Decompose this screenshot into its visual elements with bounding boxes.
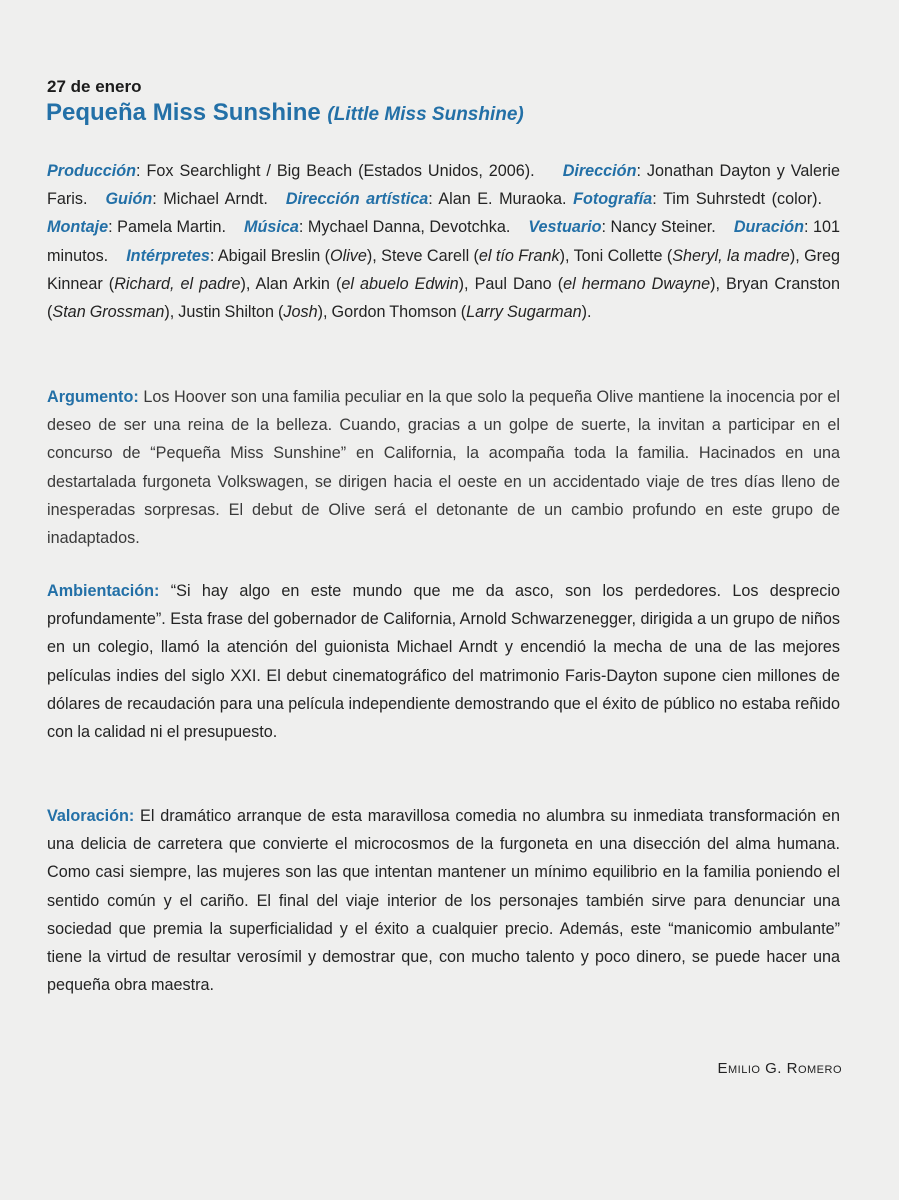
author-signature: Emilio G. Romero <box>717 1060 842 1077</box>
credit-value-duracion: : 101 minutos. <box>47 218 840 265</box>
cast-actor: Abigail Breslin <box>217 246 321 265</box>
credit-value-guion: : Michael Arndt. <box>152 190 268 209</box>
synopsis-text: Los Hoover son una familia peculiar en la que solo la pequeña Olive mantiene la inocencia por el deseo de ser una reina de la belleza. Cuando, gracias a un golpe de suerte, la invitan a participar en el concurso de “Pequeña Miss Sunshine” en California, la acompaña toda la familia. Hacinados en una destartalada furgoneta Volkswagen, se dirigen hacia el oeste en un accidentado viaje de tres días lleno de inesperadas sorpresas. El debut de Olive será el detonante de un cambio profundo en este grupo de inadaptados. <box>47 388 840 548</box>
film-title-spanish: Pequeña Miss Sunshine <box>46 99 321 126</box>
cast-role: el tío Frank <box>478 246 560 265</box>
background-text: “Si hay algo en este mundo que me da asco, son los perdedores. Los desprecio profundamente”. Esta frase del gobernador de California, Arnold Schwarzenegger, dirigida a un grupo de niños en un colegio, llamó la atención del guionista Michael Arndt y encendió la mecha de una de las mejores películas indies del siglo XXI. El debut cinematográfico del matrimonio Faris-Dayton supone cien millones de dólares de recaudación para una película independiente demostrando que el éxito de público no estaba reñido con la calidad ni el presupuesto. <box>47 582 840 742</box>
credit-label-produccion: Producción <box>47 162 137 180</box>
screening-date: 27 de enero <box>47 77 142 96</box>
credit-value-produccion: : Fox Searchlight / Big Beach (Estados Unidos, 2006). <box>136 162 535 180</box>
cast-actor: Steve Carell <box>381 246 470 265</box>
credit-label-direccion: Dirección <box>562 162 637 180</box>
cast-actor: Paul Dano <box>474 274 552 293</box>
film-title-original: (Little Miss Sunshine) <box>327 104 524 125</box>
cast-actor: Justin Shilton <box>178 303 275 322</box>
credit-value-vestuario: : Nancy Steiner. <box>601 218 716 237</box>
cast-role: Stan Grossman <box>52 303 165 322</box>
synopsis-paragraph <box>47 383 840 552</box>
credit-label-guion: Guión <box>105 190 153 209</box>
cast-role: el hermano Dwayne <box>563 274 711 293</box>
synopsis-label: Argumento: <box>47 388 139 406</box>
review-text: El dramático arranque de esta maravillosa comedia no alumbra su inmediata transformación en una delicia de carretera que convierte el microcosmos de la furgoneta en una disección del alma humana. Como casi siempre, las mujeres son las que intentan mantener un mínimo equilibrio en la familia poniendo el sentido común y el cariño. El final del viaje interior de los personajes también sirve para denunciar una sociedad que premia la superficialidad y el éxito a cualquier precio. Además, este “manicomio ambulante” tiene la virtud de resultar verosímil y demostrar que, con mucho talento y poco dinero, se puede hacer una pequeña obra maestra. <box>47 807 840 995</box>
review-paragraph <box>47 802 840 999</box>
cast-role: el abuelo Edwin <box>341 274 459 293</box>
credit-value-direccion: : Jonathan Dayton y Valerie Faris. <box>47 162 840 209</box>
cast-actor: Gordon Thomson <box>331 303 457 322</box>
credit-label-fotografia: Fotografía <box>573 190 653 209</box>
cast-actor: Greg Kinnear <box>47 246 841 293</box>
credit-label-vestuario: Vestuario <box>528 218 602 237</box>
credit-label-montaje: Montaje <box>47 218 109 237</box>
cast-actor: Toni Collette <box>573 246 663 265</box>
background-label: Ambientación: <box>47 582 160 600</box>
cast-actor: Bryan Cranston <box>726 274 840 293</box>
credit-label-interpretes: Intérpretes <box>126 246 210 265</box>
cast-role: Larry Sugarman <box>466 303 582 322</box>
credit-value-montaje: : Pamela Martin. <box>108 218 227 237</box>
cast-actor: Alan Arkin <box>255 274 330 293</box>
credit-value-fotografia: : Tim Suhrstedt (color). <box>652 190 822 209</box>
cast-role: Josh <box>283 303 318 322</box>
credit-value-dir-artistica: : Alan E. Muraoka. <box>428 190 567 209</box>
credit-label-duracion: Duración <box>733 218 804 237</box>
cast-role: Sheryl, la madre <box>672 246 790 265</box>
credit-value-musica: : Mychael Danna, Devotchka. <box>298 218 511 237</box>
credit-label-musica: Música <box>244 218 299 237</box>
review-label: Valoración: <box>47 807 135 825</box>
cast-role: Richard, el padre <box>114 274 241 293</box>
cast-role: Olive <box>330 246 367 265</box>
credit-label-dir-artistica: Dirección artística <box>285 190 429 209</box>
cast-list: Abigail Breslin (Olive), Steve Carell (el tío Frank), Toni Collette (Sheryl, la madre), Greg Kinnear (Richard, el padre), Alan Arkin (el abuelo Edwin), Paul Dano (el hermano Dwayne), Bryan Cranston (Stan Grossman), Justin Shilton (Josh), Gordon Thomson (Larry Sugarman). <box>47 246 841 322</box>
credits-block: Producción: Fox Searchlight / Big Beach (Estados Unidos, 2006). Dirección: Jonathan Dayton y Valerie Faris. Guión: Michael Arndt. Dirección artística: Alan E. Muraoka. Fotografía: Tim Suhrstedt (color).Montaje: Pamela Martin. Música: Mychael Danna, Devotchka. Vestuario: Nancy Steiner. Duración: 101 minutos. Intérpretes: Abigail Breslin (Olive), Steve Carell (el tío Frank), Toni Collette (Sheryl, la madre), Greg Kinnear (Richard, el padre), Alan Arkin (el abuelo Edwin), Paul Dano (el hermano Dwayne), Bryan Cranston (Stan Grossman), Justin Shilton (Josh), Gordon Thomson (Larry Sugarman). <box>47 162 841 322</box>
background-paragraph <box>47 577 840 746</box>
film-title <box>46 99 524 127</box>
